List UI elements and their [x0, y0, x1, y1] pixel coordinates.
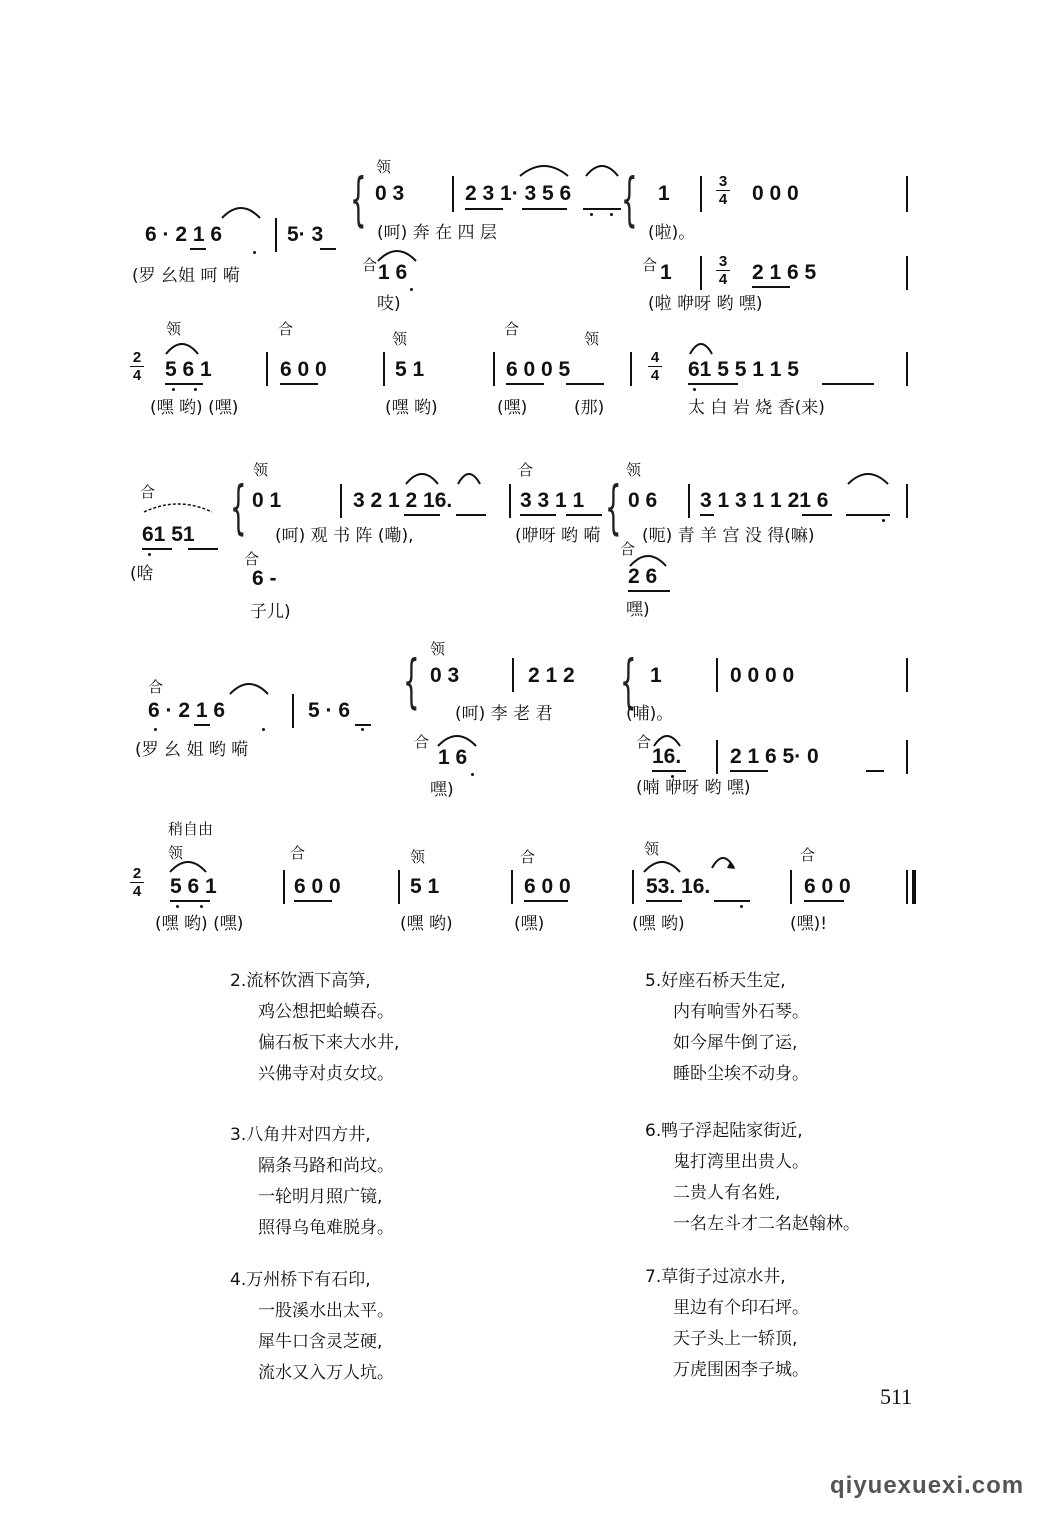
chorus-mark: 合: [244, 550, 260, 568]
notes: 5 1: [395, 358, 425, 381]
lyric: 嘿): [626, 600, 650, 620]
notes: 16.: [652, 745, 682, 768]
lyric: (嘿 哟): [400, 914, 453, 934]
beam: [730, 770, 768, 772]
time-signature: 3 4: [716, 254, 730, 287]
lyric: (嘿): [514, 914, 545, 934]
beam: [583, 208, 621, 210]
lyric: 吱): [377, 294, 401, 314]
notes: 2 6: [628, 565, 658, 588]
lead-mark: 领: [430, 640, 446, 658]
notes: 2 1 6 5· 0: [730, 745, 819, 768]
beam: [188, 548, 218, 550]
beam: [752, 286, 790, 288]
beam: [465, 208, 503, 210]
chorus-mark: 合: [290, 844, 306, 862]
brace: {: [605, 473, 622, 541]
octave-dot: [262, 728, 265, 731]
octave-dot: [148, 553, 151, 556]
lyric: (呵) 观 书 阵 (嘞),: [275, 526, 414, 546]
notes: 6 0 0 5: [506, 358, 571, 381]
barline: [275, 218, 277, 252]
lead-mark: 领: [644, 840, 660, 858]
beam: [866, 770, 884, 772]
lyric: 子儿): [250, 602, 291, 622]
octave-dot: [740, 905, 743, 908]
beam: [520, 514, 556, 516]
barline: [716, 740, 718, 774]
slur: [168, 858, 208, 874]
notes: 3 2 1 2 16.: [353, 489, 453, 512]
brace: {: [350, 165, 367, 233]
notes: 0 0 0 0: [730, 664, 795, 687]
notes: 6 0 0: [280, 358, 327, 381]
slur: [142, 500, 214, 514]
chorus-mark: 合: [800, 846, 816, 864]
slur: [164, 340, 200, 356]
brace: {: [621, 165, 638, 233]
lead-mark: 领: [584, 330, 600, 348]
lyric: 太 白 岩 烧 香(来): [688, 398, 825, 418]
barline: [700, 256, 702, 290]
notes: 1 6: [378, 261, 408, 284]
lyric: (罗 幺 姐 哟 嗬: [135, 740, 249, 760]
beam: [404, 514, 440, 516]
beam: [566, 383, 604, 385]
chorus-mark: 合: [518, 461, 534, 479]
notes: 1: [658, 182, 670, 205]
notes: 61 5 5 1 1 5: [688, 358, 799, 381]
chorus-mark: 合: [504, 320, 520, 338]
lyric: (啦)。: [648, 223, 696, 243]
octave-dot: [610, 213, 613, 216]
notes: 0 3: [430, 664, 460, 687]
beam: [506, 383, 544, 385]
beam: [522, 208, 567, 210]
octave-dot: [361, 728, 364, 731]
slur: [688, 340, 714, 356]
beam: [294, 900, 332, 902]
final-barline-thin: [906, 870, 908, 904]
barline: [906, 484, 908, 518]
lead-mark: 领: [626, 461, 642, 479]
beam: [628, 590, 670, 592]
verse-5: 5.好座石桥天生定, 内有响雪外石琴。 如今犀牛倒了运, 睡卧尘埃不动身。: [645, 971, 809, 1084]
notes: 0 1: [252, 489, 282, 512]
octave-dot: [154, 728, 157, 731]
lyric: (嘿): [497, 398, 528, 418]
barline: [688, 484, 690, 518]
slur: [652, 732, 682, 748]
notes: 2 1 2: [528, 664, 575, 687]
lyric: (那): [574, 398, 605, 418]
beam: [688, 383, 738, 385]
lyric: (罗 幺姐 呵 嗬: [132, 266, 240, 286]
beam: [355, 724, 371, 726]
octave-dot: [172, 388, 175, 391]
barline: [266, 352, 268, 386]
lyric: (嘿 哟) (嘿): [150, 398, 239, 418]
barline: [340, 484, 342, 518]
notes: 6 · 2 1 6: [148, 699, 226, 722]
verse-6: 6.鸭子浮起陆家街近, 鬼打湾里出贵人。 二贵人有名姓, 一名左斗才二名赵翰林。: [645, 1121, 860, 1234]
barline: [700, 176, 702, 212]
notes: 1: [660, 261, 672, 284]
beam: [142, 548, 172, 550]
barline: [630, 352, 632, 386]
lyric: (嘿 哟): [385, 398, 438, 418]
slur: [846, 470, 890, 486]
lyric: (呵) 李 老 君: [455, 704, 553, 724]
beam: [646, 900, 682, 902]
octave-dot: [590, 213, 593, 216]
notes: 6 0 0: [804, 875, 851, 898]
barline: [632, 870, 634, 904]
final-barline-thick: [912, 870, 916, 904]
barline: [493, 352, 495, 386]
chorus-mark: 合: [414, 733, 430, 751]
barline: [383, 352, 385, 386]
slur: [228, 680, 270, 696]
verse-2: 2.流杯饮酒下高笋, 鸡公想把蛤蟆吞。 偏石板下来大水井, 兴佛寺对贞女坟。: [230, 971, 400, 1084]
notes: 61 51: [142, 523, 195, 546]
notes: 3 1 3 1 1 21 6: [700, 489, 829, 512]
barline: [790, 870, 792, 904]
notes: 1: [650, 664, 662, 687]
page-number: 511: [880, 1384, 913, 1409]
lead-mark: 领: [166, 320, 182, 338]
notes: 5 1: [410, 875, 440, 898]
barline: [906, 658, 908, 692]
beam: [524, 900, 568, 902]
time-signature: 3 4: [716, 174, 730, 207]
notes: 0 0 0: [752, 182, 799, 205]
lead-mark: 领: [253, 461, 269, 479]
beam: [566, 514, 602, 516]
notes: 6 -: [252, 567, 277, 590]
time-signature: 4 4: [648, 350, 662, 383]
tempo-marking: 稍自由: [168, 820, 214, 838]
beam: [714, 900, 750, 902]
octave-dot: [882, 519, 885, 522]
beam: [320, 248, 336, 250]
barline: [906, 352, 908, 386]
slur: [584, 162, 620, 178]
slur: [436, 732, 478, 748]
lyric: (喃 咿呀 哟 嘿): [636, 778, 751, 798]
notes: 53. 16.: [646, 875, 711, 898]
time-signature: 2 4: [130, 350, 144, 383]
notes: 5 6 1: [165, 358, 212, 381]
barline: [512, 658, 514, 692]
notes: 6 0 0: [294, 875, 341, 898]
lead-mark: 领: [392, 330, 408, 348]
octave-dot: [410, 288, 413, 291]
lyric: (啥: [130, 564, 154, 584]
lyric: (嘿)!: [790, 914, 828, 934]
time-signature: 2 4: [130, 866, 144, 899]
notes: 5 · 6: [308, 699, 351, 722]
fermata: [710, 852, 736, 872]
lyric: (呵) 奔 在 四 层: [377, 223, 497, 243]
beam: [456, 514, 486, 516]
notes: 1 6: [438, 746, 468, 769]
verse-3: 3.八角井对四方井, 隔条马路和尚坟。 一轮明月照广镜, 照得乌龟难脱身。: [230, 1125, 394, 1238]
barline: [906, 740, 908, 774]
octave-dot: [200, 905, 203, 908]
brace: {: [620, 647, 637, 715]
lead-mark: 领: [410, 848, 426, 866]
barline: [398, 870, 400, 904]
beam: [280, 383, 318, 385]
brace: {: [403, 647, 420, 715]
beam: [170, 900, 210, 902]
barline: [906, 176, 908, 212]
lyric: 嘿): [430, 780, 454, 800]
barline: [509, 484, 511, 518]
lyric: (呃) 青 羊 宫 没 得(嘛): [642, 526, 815, 546]
chorus-mark: 合: [362, 256, 378, 274]
beam: [652, 770, 686, 772]
lead-mark: 领: [168, 844, 184, 862]
notes: 2 1 6 5: [752, 261, 817, 284]
notes: 3 3 1 1: [520, 489, 585, 512]
beam: [822, 383, 874, 385]
beam: [846, 514, 890, 516]
beam: [804, 900, 844, 902]
notes: 6 · 2 1 6: [145, 223, 223, 246]
lyric: (啦 咿呀 哟 嘿): [648, 294, 763, 314]
lyric: (哺)。: [626, 704, 674, 724]
beam: [700, 514, 714, 516]
octave-dot: [471, 773, 474, 776]
octave-dot: [253, 251, 256, 254]
barline: [906, 256, 908, 290]
lyric: (咿呀 哟 嗬: [515, 526, 601, 546]
octave-dot: [693, 388, 696, 391]
notes: 5 6 1: [170, 875, 217, 898]
slur: [628, 552, 668, 568]
watermark: qiyuexuexi.com: [830, 1472, 1025, 1499]
chorus-mark: 合: [636, 733, 652, 751]
beam: [802, 514, 832, 516]
slur: [220, 204, 262, 220]
chorus-mark: 合: [520, 848, 536, 866]
lead-mark: 领: [376, 158, 392, 176]
octave-dot: [194, 388, 197, 391]
lyric: (嘿 哟): [632, 914, 685, 934]
notes: 6 0 0: [524, 875, 571, 898]
slur: [404, 470, 440, 486]
beam: [194, 724, 210, 726]
verse-7: 7.草街子过凉水井, 里边有个印石坪。 天子头上一轿顶, 万虎围困李子城。: [645, 1267, 809, 1380]
chorus-mark: 合: [148, 678, 164, 696]
brace: {: [230, 473, 247, 541]
barline: [716, 658, 718, 692]
barline: [283, 870, 285, 904]
lyric: (嘿 哟) (嘿): [155, 914, 244, 934]
slur: [642, 858, 682, 874]
slur: [456, 470, 482, 486]
barline: [452, 176, 454, 212]
chorus-mark: 合: [642, 256, 658, 274]
notes: 0 6: [628, 489, 658, 512]
notes: 5· 3: [287, 223, 324, 246]
barline: [511, 870, 513, 904]
slur: [518, 162, 570, 178]
chorus-mark: 合: [278, 320, 294, 338]
verse-4: 4.万州桥下有石印, 一股溪水出太平。 犀牛口含灵芝硬, 流水又入万人坑。: [230, 1270, 394, 1383]
notes: 0 3: [375, 182, 405, 205]
barline: [292, 694, 294, 728]
octave-dot: [176, 905, 179, 908]
chorus-mark: 合: [140, 483, 156, 501]
chorus-mark: 合: [620, 540, 636, 558]
slur: [376, 247, 418, 263]
beam: [190, 248, 206, 250]
notes: 2 3 1· 3 5 6: [465, 182, 572, 205]
beam: [165, 383, 203, 385]
